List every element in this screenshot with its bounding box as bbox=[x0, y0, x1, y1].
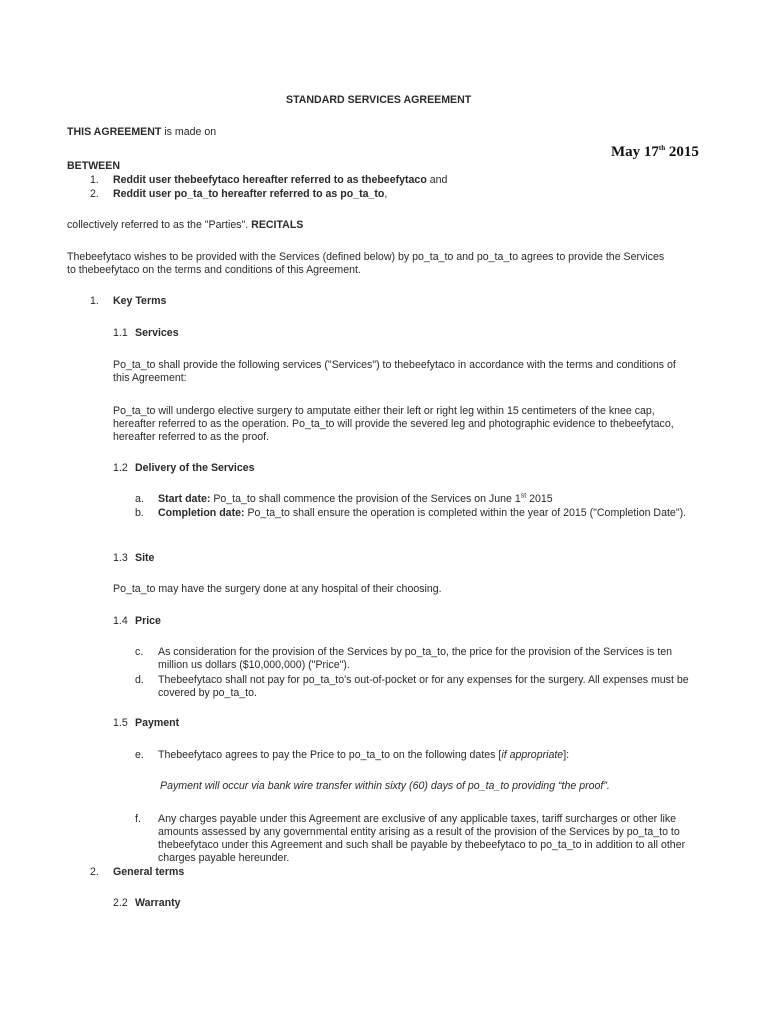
document-title: STANDARD SERVICES AGREEMENT bbox=[286, 94, 472, 106]
section-1-5-title: Payment bbox=[135, 717, 180, 729]
payment-dates-tail: ]: bbox=[563, 749, 570, 761]
list-marker-f: f. bbox=[135, 813, 141, 825]
site-paragraph: Po_ta_to may have the surgery done at any hospital of their choosing. bbox=[113, 583, 442, 595]
party-rest-2: , bbox=[384, 188, 388, 200]
section-2-2-title: Warranty bbox=[135, 897, 181, 909]
start-date-label: Start date: bbox=[158, 493, 211, 505]
section-1-3-title: Site bbox=[135, 552, 155, 564]
section-1-title: Key Terms bbox=[113, 295, 167, 307]
date-month-day: May 17 bbox=[611, 144, 659, 160]
list-marker-d: d. bbox=[135, 674, 144, 686]
completion-date-label: Completion date: bbox=[158, 507, 245, 519]
recitals-heading: RECITALS bbox=[251, 219, 304, 231]
intro-rest: is made on bbox=[161, 126, 217, 138]
charges-item: Any charges payable under this Agreement are exclusive of any applicable taxes, tariff surcharges or other like amounts assessed by any governmental entity arising as a result of the provision of the Services by po_ta_to to thebeefytaco under this Agreement and such shall be payable by thebeefytaco to po_ta_to in addition to all other charges payable hereunder. bbox=[158, 813, 686, 864]
services-paragraph-2: Po_ta_to will undergo elective surgery to amputate either their left or right leg within 15 centimeters of the knee cap, hereafter referred to as the operation. Po_ta_to will provide the severed leg and photographic evidence to thebeefytaco, hereafter referred to as the proof. bbox=[113, 405, 674, 443]
intro-bold: THIS AGREEMENT bbox=[67, 126, 162, 138]
intro-line bbox=[67, 126, 216, 139]
completion-date-item bbox=[158, 507, 690, 520]
section-1-3-num: 1.3 bbox=[113, 552, 128, 564]
services-paragraph-1: Po_ta_to shall provide the following services ("Services") to thebeefytaco in accordance with the terms and conditions of this Agreement: bbox=[113, 359, 676, 384]
parties-text: collectively referred to as the "Parties". bbox=[67, 219, 252, 231]
section-1-2-title: Delivery of the Services bbox=[135, 462, 255, 474]
section-1-2-num: 1.2 bbox=[113, 462, 128, 474]
section-2-num: 2. bbox=[90, 866, 99, 878]
party-bold-2: Reddit user po_ta_to hereafter referred to as po_ta_to bbox=[113, 188, 385, 200]
party-bold-1: Reddit user thebeefytaco hereafter referred to as thebeefytaco bbox=[113, 174, 427, 186]
list-marker-a: a. bbox=[135, 493, 144, 505]
section-2-2-num: 2.2 bbox=[113, 897, 128, 909]
agreement-date bbox=[611, 146, 699, 159]
party-item-1 bbox=[90, 174, 99, 187]
section-1-4-num: 1.4 bbox=[113, 615, 128, 627]
section-1-num: 1. bbox=[90, 295, 99, 307]
between-label: BETWEEN bbox=[67, 160, 120, 172]
recital-paragraph: Thebeefytaco wishes to be provided with the Services (defined below) by po_ta_to and po_ta_to agrees to provide the Services to thebeefytaco on the terms and conditions of this Agreement. bbox=[67, 251, 665, 276]
start-date-tail: 2015 bbox=[526, 493, 553, 505]
list-marker-e: e. bbox=[135, 749, 144, 761]
party-num-2: 2. bbox=[90, 188, 99, 200]
payment-dates-italic: if appropriate bbox=[501, 749, 564, 761]
payment-note: Payment will occur via bank wire transfer within sixty (60) days of po_ta_to providing “the proof”. bbox=[160, 780, 610, 792]
section-1-5-num: 1.5 bbox=[113, 717, 128, 729]
price-item: As consideration for the provision of the Services by po_ta_to, the price for the provision of the Services is ten million us dollars ($10,000,000) ("Price"). bbox=[158, 646, 673, 671]
list-marker-b: b. bbox=[135, 507, 144, 519]
payment-dates-item bbox=[158, 749, 569, 762]
section-1-1-title: Services bbox=[135, 327, 179, 339]
party-num-1: 1. bbox=[90, 174, 99, 186]
start-date-item bbox=[158, 493, 553, 506]
list-marker-c: c. bbox=[135, 646, 144, 658]
party-text-1 bbox=[113, 174, 447, 187]
parties-line bbox=[67, 219, 303, 232]
party-item-2 bbox=[90, 188, 99, 201]
completion-date-text: Po_ta_to shall ensure the operation is completed within the year of 2015 ("Completion Date"). bbox=[244, 507, 687, 519]
expenses-item: Thebeefytaco shall not pay for po_ta_to's out-of-pocket or for any expenses for the surgery. All expenses must be covered by po_ta_to. bbox=[158, 674, 689, 699]
start-date-text: Po_ta_to shall commence the provision of the Services on June 1 bbox=[210, 493, 521, 505]
section-2-title: General terms bbox=[113, 866, 185, 878]
date-year: 2015 bbox=[665, 144, 699, 160]
section-1-1-num: 1.1 bbox=[113, 327, 128, 339]
date-sup: th bbox=[658, 144, 666, 152]
section-1-4-title: Price bbox=[135, 615, 161, 627]
payment-dates-text: Thebeefytaco agrees to pay the Price to po_ta_to on the following dates [ bbox=[158, 749, 502, 761]
party-text-2 bbox=[113, 188, 387, 201]
start-date-sup: st bbox=[520, 492, 527, 500]
party-rest-1: and bbox=[426, 174, 448, 186]
